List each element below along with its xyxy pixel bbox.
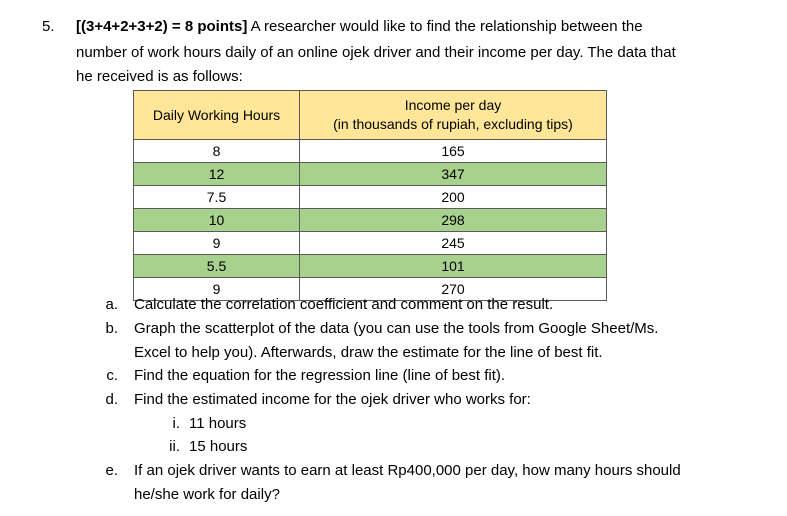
table-row bbox=[134, 232, 607, 255]
part-d-sub-ii-text: 15 hours bbox=[189, 438, 248, 455]
hours-cell: 7.5 bbox=[134, 186, 300, 209]
income-cell: 245 bbox=[300, 232, 607, 255]
header-income-line-1: Income per day bbox=[404, 97, 502, 113]
part-d-sub-i-text: 11 hours bbox=[189, 415, 247, 432]
question-intro-line-1 bbox=[76, 18, 643, 35]
hours-cell: 10 bbox=[134, 209, 300, 232]
intro-text: A researcher would like to find the relationship between the bbox=[247, 18, 643, 35]
points-breakdown: [(3+4+2+3+2) = 8 points] bbox=[76, 18, 248, 35]
income-cell: 200 bbox=[300, 186, 607, 209]
hours-cell: 9 bbox=[134, 232, 300, 255]
part-d-text: Find the estimated income for the ojek driver who works for: bbox=[134, 391, 531, 408]
part-c-text: Find the equation for the regression line (line of best fit). bbox=[134, 367, 506, 384]
question-intro-line-3: he received is as follows: bbox=[76, 68, 243, 85]
hours-cell: 12 bbox=[134, 163, 300, 186]
part-d-label: d. bbox=[105, 391, 118, 408]
part-a-label: a. bbox=[105, 296, 118, 313]
hours-cell: 8 bbox=[134, 140, 300, 163]
part-b-text-line-2: Excel to help you). Afterwards, draw the estimate for the line of best fit. bbox=[134, 344, 603, 361]
hours-cell: 9 bbox=[134, 278, 300, 301]
table-row bbox=[134, 140, 607, 163]
part-b-label: b. bbox=[105, 320, 118, 337]
income-cell: 101 bbox=[300, 255, 607, 278]
income-cell: 165 bbox=[300, 140, 607, 163]
table-row bbox=[134, 163, 607, 186]
header-daily-working-hours: Daily Working Hours bbox=[134, 91, 300, 140]
part-e-label: e. bbox=[105, 462, 118, 479]
table-row bbox=[134, 186, 607, 209]
hours-cell: 5.5 bbox=[134, 255, 300, 278]
income-cell: 298 bbox=[300, 209, 607, 232]
part-d-sub-i-label: i. bbox=[172, 415, 180, 432]
question-number: 5. bbox=[42, 18, 55, 35]
income-cell: 270 bbox=[300, 278, 607, 301]
data-table bbox=[133, 90, 607, 301]
table-row bbox=[134, 209, 607, 232]
table-header-row bbox=[134, 91, 607, 140]
table-row bbox=[134, 255, 607, 278]
header-income-line-2: (in thousands of rupiah, excluding tips) bbox=[333, 116, 573, 132]
part-d-sub-ii-label: ii. bbox=[169, 438, 180, 455]
header-income-per-day bbox=[300, 91, 607, 140]
income-cell: 347 bbox=[300, 163, 607, 186]
part-c-label: c. bbox=[106, 367, 118, 384]
part-e-text-line-1: If an ojek driver wants to earn at least Rp400,000 per day, how many hours should bbox=[134, 462, 681, 479]
part-a-text: Calculate the correlation coefficient and comment on the result. bbox=[134, 296, 554, 313]
question-intro-line-2: number of work hours daily of an online ojek driver and their income per day. The data that bbox=[76, 44, 676, 61]
part-b-text-line-1: Graph the scatterplot of the data (you can use the tools from Google Sheet/Ms. bbox=[134, 320, 659, 337]
part-e-text-line-2: he/she work for daily? bbox=[134, 486, 280, 503]
